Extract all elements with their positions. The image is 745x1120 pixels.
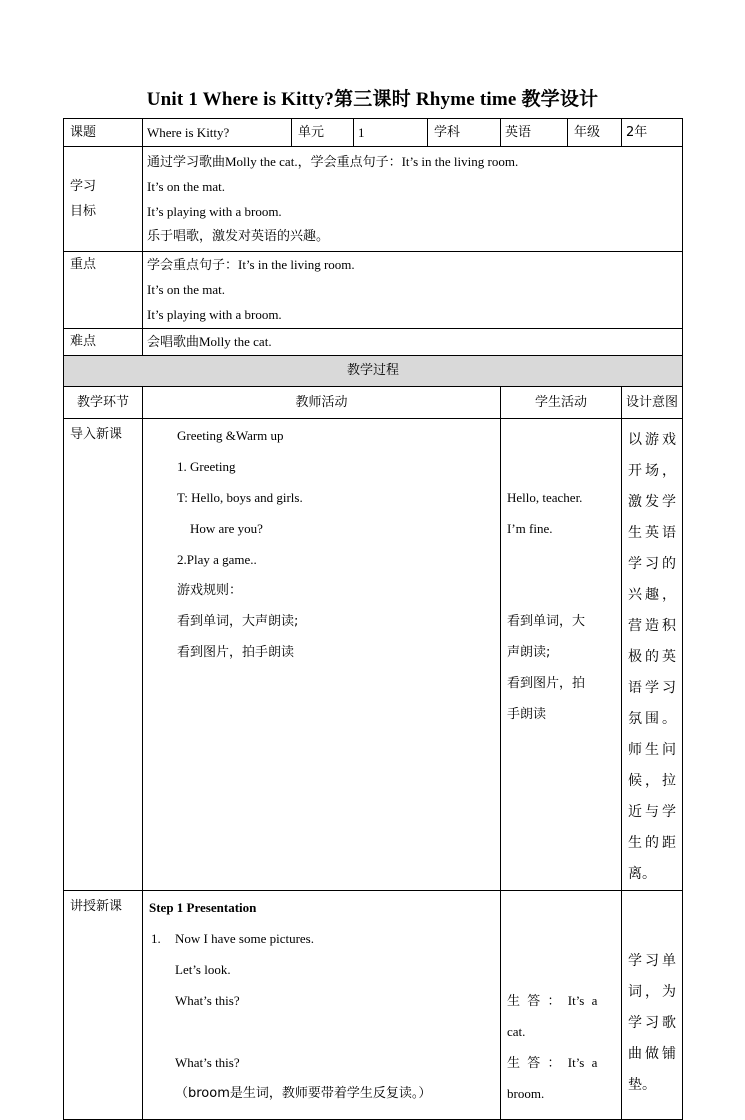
teacher-line: T: Hello, boys and girls. xyxy=(177,490,303,505)
topic-value: Where is Kitty? xyxy=(143,119,292,147)
student-line: Hello, teacher. xyxy=(507,490,583,505)
key-point-line: 学会重点句子：It’s in the living room. xyxy=(147,257,355,272)
stage-name: 讲授新课 xyxy=(64,891,143,1120)
key-points-row xyxy=(64,252,683,329)
student-line: 声朗读; xyxy=(507,645,551,660)
goal-line: It’s on the mat. xyxy=(147,179,225,194)
goals-label-line: 学习 xyxy=(70,179,97,194)
goal-line: 乐于唱歌，激发对英语的兴趣。 xyxy=(147,229,330,244)
teacher-line: What’s this? xyxy=(175,1055,240,1070)
goal-line: It’s playing with a broom. xyxy=(147,204,282,219)
column-header-teacher: 教师活动 xyxy=(143,387,501,419)
teacher-activity xyxy=(143,419,501,891)
teacher-line: 1. Greeting xyxy=(177,459,236,474)
subject-label: 学科 xyxy=(428,119,501,147)
student-line: broom. xyxy=(507,1086,545,1101)
key-points-content xyxy=(143,252,683,329)
teacher-line: 看到图片，拍手朗读 xyxy=(177,645,295,660)
grade-label: 年级 xyxy=(568,119,622,147)
process-column-headers xyxy=(64,387,683,419)
lesson-plan-table xyxy=(63,118,683,1120)
goals-row xyxy=(64,147,683,252)
column-header-intent: 设计意图 xyxy=(622,387,683,419)
process-section-label: 教学过程 xyxy=(64,356,683,387)
stage-new-lesson-row xyxy=(64,891,683,1120)
key-points-label: 重点 xyxy=(64,252,143,329)
column-header-stage: 教学环节 xyxy=(64,387,143,419)
teacher-line: What’s this? xyxy=(175,993,240,1008)
unit-value: 1 xyxy=(354,119,428,147)
student-line: 看到图片，拍 xyxy=(507,676,586,691)
unit-label: 单元 xyxy=(292,119,354,147)
student-activity xyxy=(501,891,622,1120)
key-point-line: It’s on the mat. xyxy=(147,282,225,297)
teacher-line: How are you? xyxy=(190,521,263,536)
student-line: 生 答 ： It’s a xyxy=(507,993,598,1008)
difficulty-label: 难点 xyxy=(64,329,143,356)
student-line: cat. xyxy=(507,1024,526,1039)
info-row xyxy=(64,119,683,147)
difficulty-row xyxy=(64,329,683,356)
teacher-line: Now I have some pictures. xyxy=(175,931,314,946)
step-heading: Step 1 Presentation xyxy=(149,900,257,915)
student-line: I’m fine. xyxy=(507,521,553,536)
student-line: 看到单词，大 xyxy=(507,614,586,629)
process-header-row xyxy=(64,356,683,387)
design-intent: 学习单词，为学习歌曲做铺垫。 xyxy=(622,891,683,1120)
teacher-line: 2.Play a game.. xyxy=(177,552,257,567)
goals-label-line: 目标 xyxy=(70,204,97,219)
teacher-line: Greeting &Warm up xyxy=(177,428,284,443)
teacher-line: Let’s look. xyxy=(175,962,231,977)
teacher-line: 游戏规则： xyxy=(177,583,243,598)
teacher-line: （broom是生词，教师要带着学生反复读。） xyxy=(175,1086,432,1101)
goals-label xyxy=(64,147,143,252)
teacher-line: 看到单词，大声朗读; xyxy=(177,614,299,629)
goals-content xyxy=(143,147,683,252)
subject-value: 英语 xyxy=(501,119,568,147)
teacher-line-numbered xyxy=(149,923,496,954)
spacer xyxy=(507,544,617,575)
stage-name: 导入新课 xyxy=(64,419,143,891)
topic-label: 课题 xyxy=(64,119,143,147)
list-number: 1. xyxy=(151,931,161,946)
student-line: 生 答 ： It’s a xyxy=(507,1055,598,1070)
student-line: 手朗读 xyxy=(507,707,547,722)
key-point-line: It’s playing with a broom. xyxy=(147,307,282,322)
student-activity xyxy=(501,419,622,891)
document-title: Unit 1 Where is Kitty?第三课时 Rhyme time 教学设计 xyxy=(146,89,599,110)
column-header-student: 学生活动 xyxy=(501,387,622,419)
difficulty-content: 会唱歌曲Molly the cat. xyxy=(143,329,683,356)
spacer xyxy=(507,575,617,606)
grade-value: 2年 xyxy=(622,119,683,147)
goal-line: 通过学习歌曲Molly the cat.，学会重点句子：It’s in the living room. xyxy=(147,154,519,169)
stage-intro-row xyxy=(64,419,683,891)
design-intent: 以游戏开场，激发学生英语学习的兴趣，营造积极的英语学习氛围。师生问候，拉近与学生的距离。 xyxy=(622,419,683,891)
teacher-activity xyxy=(143,891,501,1120)
